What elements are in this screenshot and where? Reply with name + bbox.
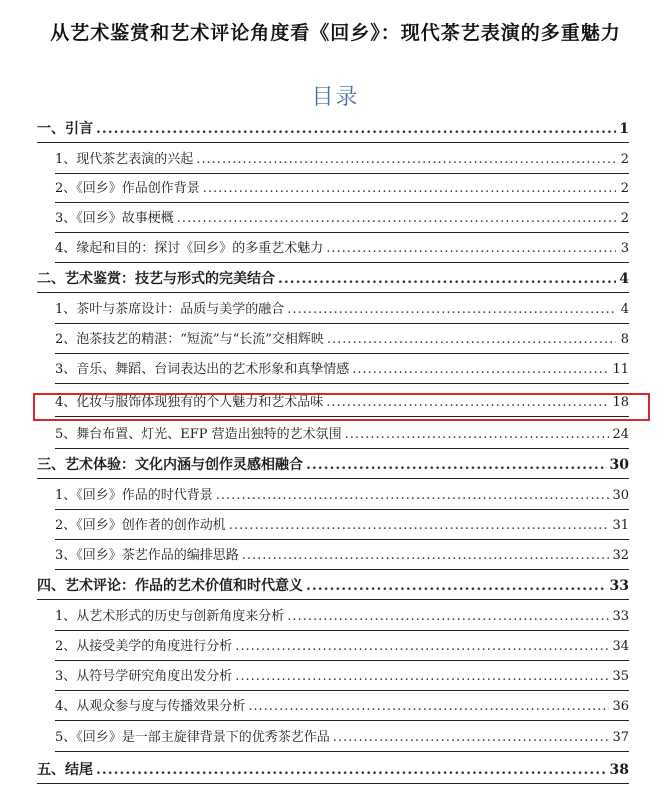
toc-entry-label: 5、《回乡》是一部主旋律背景下的优秀茶艺作品	[55, 730, 330, 745]
toc-dot-leader	[306, 452, 607, 478]
toc-entry-page-number: 30	[609, 457, 629, 473]
toc-entry-page-number: 33	[612, 609, 629, 624]
toc-entry-label: 3、《回乡》茶艺作品的编排思路	[55, 548, 239, 563]
toc-entry-label: 4、从观众参与度与传播效果分析	[55, 699, 246, 714]
toc-subsection-entry[interactable]	[55, 513, 629, 540]
toc-section-entry[interactable]	[37, 573, 629, 600]
toc-entry-label: 1、现代茶艺表演的兴起	[55, 152, 194, 167]
toc-subsection-entry[interactable]	[55, 725, 629, 752]
toc-dot-leader	[327, 327, 616, 353]
document-title: 从艺术鉴赏和艺术评论角度看《回乡》：现代茶艺表演的多重魅力	[50, 22, 621, 44]
toc-section-entry[interactable]	[37, 266, 629, 293]
toc-entry-page-number: 8	[620, 332, 629, 347]
toc-dot-leader	[333, 725, 610, 751]
toc-subsection-entry[interactable]	[55, 147, 629, 174]
toc-entry-page-number: 2	[620, 181, 629, 196]
toc-dot-leader	[326, 236, 616, 262]
toc-entry-page-number: 18	[612, 395, 629, 410]
toc-entry-page-number: 4	[620, 302, 629, 317]
toc-section-entry[interactable]	[37, 452, 629, 479]
toc-entry-label: 3、从符号学研究角度出发分析	[55, 669, 233, 684]
toc-entry-page-number: 37	[612, 730, 629, 745]
toc-subsection-entry[interactable]	[55, 664, 629, 691]
toc-subsection-entry[interactable]	[55, 206, 629, 233]
toc-dot-leader	[306, 573, 607, 599]
toc-dot-leader	[248, 694, 609, 720]
toc-entry-label: 二、艺术鉴赏：技艺与形式的完美结合	[37, 271, 275, 287]
toc-subsection-entry[interactable]	[55, 176, 629, 203]
toc-entry-page-number: 24	[612, 427, 629, 442]
toc-entry-label: 三、艺术体验：文化内涵与创作灵感相融合	[37, 457, 303, 473]
toc-section-entry[interactable]	[37, 116, 629, 143]
toc-entry-label: 一、引言	[37, 121, 93, 137]
toc-heading: 目录	[311, 85, 360, 110]
toc-subsection-entry[interactable]	[55, 297, 629, 324]
toc-entry-label: 五、结尾	[37, 762, 93, 778]
toc-entry-label: 4、缘起和目的：探讨《回乡》的多重艺术魅力	[55, 241, 324, 256]
toc-entry-label: 1、《回乡》作品的时代背景	[55, 488, 213, 503]
toc-entry-label: 1、茶叶与茶席设计：品质与美学的融合	[55, 302, 285, 317]
toc-entry-page-number: 38	[609, 762, 629, 778]
toc-subsection-entry[interactable]	[55, 694, 629, 721]
toc-subsection-entry[interactable]	[55, 357, 629, 384]
toc-dot-leader	[287, 604, 609, 630]
toc-subsection-entry[interactable]	[55, 483, 629, 510]
toc-section-entry[interactable]	[37, 757, 629, 784]
toc-entry-label: 3、音乐、舞蹈、台词表达出的艺术形象和真挚情感	[55, 362, 350, 377]
toc-entry-page-number: 11	[612, 362, 629, 377]
toc-entry-page-number: 2	[620, 152, 629, 167]
toc-dot-leader	[235, 634, 609, 660]
toc-entry-label: 2、《回乡》创作者的创作动机	[55, 518, 226, 533]
toc-dot-leader	[242, 543, 610, 569]
toc-dot-leader	[229, 513, 610, 539]
toc-subsection-entry[interactable]	[55, 236, 629, 263]
toc-subsection-entry[interactable]	[55, 543, 629, 570]
toc-dot-leader	[177, 206, 616, 232]
toc-subsection-entry[interactable]	[55, 422, 629, 449]
toc-dot-leader	[196, 147, 616, 173]
toc-entry-label: 2、《回乡》作品创作背景	[55, 181, 200, 196]
toc-dot-leader	[235, 664, 609, 690]
highlight-box	[33, 393, 650, 421]
toc-dot-leader	[96, 116, 616, 142]
toc-entry-label: 四、艺术评论：作品的艺术价值和时代意义	[37, 578, 303, 594]
toc-dot-leader	[96, 757, 607, 783]
toc-entry-label: 4、化妆与服饰体现独有的个人魅力和艺术品味	[55, 395, 324, 410]
toc-entry-page-number: 1	[619, 121, 629, 137]
toc-entry-label: 3、《回乡》故事梗概	[55, 211, 174, 226]
toc-subsection-entry[interactable]	[55, 634, 629, 661]
toc-entry-page-number: 31	[612, 518, 629, 533]
toc-subsection-entry[interactable]	[55, 604, 629, 631]
toc-entry-page-number: 35	[612, 669, 629, 684]
toc-entry-label: 2、从接受美学的角度进行分析	[55, 639, 233, 654]
toc-entry-label: 5、舞台布置、灯光、EFP 营造出独特的艺术氛围	[55, 427, 342, 442]
toc-dot-leader	[216, 483, 610, 509]
toc-entry-page-number: 34	[612, 639, 629, 654]
toc-entry-page-number: 2	[620, 211, 629, 226]
toc-dot-leader	[352, 357, 609, 383]
toc-dot-leader	[278, 266, 616, 292]
toc-entry-page-number: 4	[619, 271, 629, 287]
toc-entry-page-number: 30	[612, 488, 629, 503]
toc-subsection-entry[interactable]	[55, 327, 629, 354]
toc-entry-page-number: 33	[609, 578, 629, 594]
toc-entry-page-number: 3	[620, 241, 629, 256]
toc-dot-leader	[345, 422, 610, 448]
toc-entry-label: 1、从艺术形式的历史与创新角度来分析	[55, 609, 285, 624]
toc-dot-leader	[287, 297, 616, 323]
toc-dot-leader	[203, 176, 616, 202]
toc-entry-page-number: 36	[612, 699, 629, 714]
toc-entry-label: 2、泡茶技艺的精湛：“短流”与“长流”交相辉映	[55, 332, 324, 347]
toc-entry-page-number: 32	[612, 548, 629, 563]
